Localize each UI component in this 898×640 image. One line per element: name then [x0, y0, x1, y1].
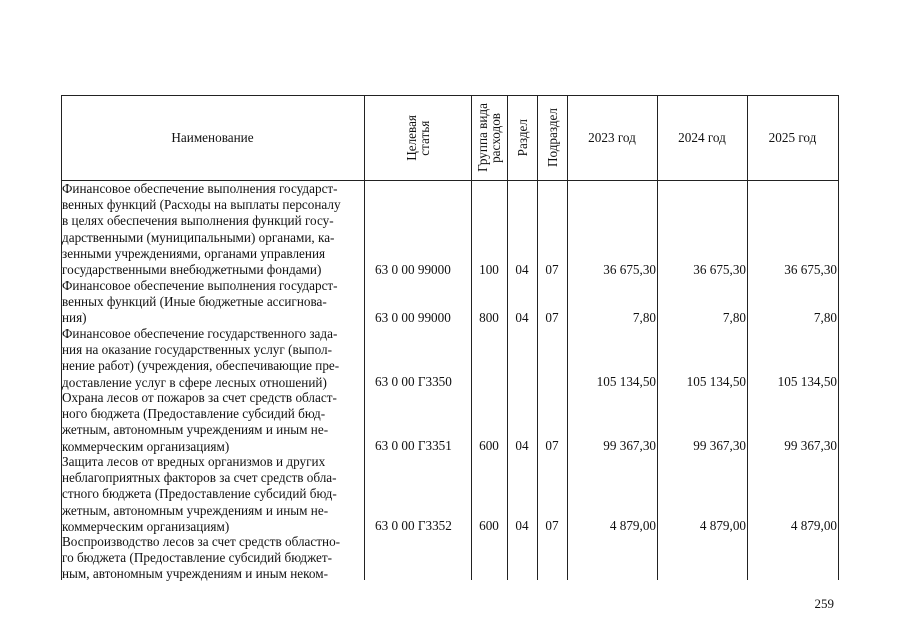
row-1-2024: 7,80 [722, 310, 746, 325]
row-1-section: 04 [515, 310, 529, 325]
row-4-2023: 4 879,00 [609, 518, 656, 533]
header-2023: 2023 год [588, 129, 636, 145]
row-1-group: 800 [479, 310, 499, 325]
row-4-subsection: 07 [545, 518, 559, 533]
row-4-2024: 4 879,00 [699, 518, 746, 533]
row-3-name: Охрана лесов от пожаров за счет средств област- ного бюджета (Предоставление субсидий бюд- жетным, автономным учреждениям и иным не- коммерческим организациям) [62, 390, 337, 454]
row-0-code: 63 0 00 99000 [375, 262, 451, 277]
header-subsection [537, 95, 567, 180]
row-2-2023: 105 134,50 [596, 374, 656, 389]
row-4-code: 63 0 00 Г3352 [375, 518, 452, 533]
row-0-2023: 36 675,30 [603, 262, 656, 277]
header-2024: 2024 год [678, 129, 726, 145]
row-1-code: 63 0 00 99000 [375, 310, 451, 325]
header-group-text: Группа вида расходов [475, 103, 503, 172]
header-name [61, 95, 364, 180]
header-section [507, 95, 537, 180]
row-4-section: 04 [515, 518, 529, 533]
row-1-2023: 7,80 [632, 310, 656, 325]
row-0-2025: 36 675,30 [784, 262, 837, 277]
row-0-name: Финансовое обеспечение выполнения государст- венных функций (Расходы на выплаты персоналу в целях обеспечения выполнения функций госу- дарственными (муниципальными) органами, ка- зенными учреждениями, органами управления государственными внебюджетными фондами) [62, 181, 341, 278]
col-line-8 [838, 95, 839, 580]
row-0-section: 04 [515, 262, 529, 277]
row-1-2025: 7,80 [813, 310, 837, 325]
row-1-name: Финансовое обеспечение выполнения государст- венных функций (Иные бюджетные ассигнова- ния) [62, 278, 338, 326]
row-4-name: Защита лесов от вредных организмов и других неблагоприятных факторов за счет средств обла- стного бюджета (Предоставление субсидий бюд- жетным, автономным учреждениям и иным не- коммерческим организациям) [62, 454, 337, 534]
row-2-name: Финансовое обеспечение государственного зада- ния на оказание государственных услуг (выпол- нение работ) (учреждения, обеспечивающие пре- доставление услуг в сфере лесных отношений) [62, 326, 340, 390]
row-4-2025: 4 879,00 [790, 518, 837, 533]
row-2-2025: 105 134,50 [777, 374, 837, 389]
header-target-text: Целевая статья [403, 114, 432, 161]
row-0-2024: 36 675,30 [693, 262, 746, 277]
header-name-text: Наименование [171, 129, 254, 145]
row-2-2024: 105 134,50 [686, 374, 746, 389]
header-2025: 2025 год [768, 129, 817, 145]
header-target [364, 95, 471, 180]
row-1-subsection: 07 [545, 310, 559, 325]
row-3-2025: 99 367,30 [784, 438, 837, 453]
row-4-group: 600 [479, 518, 499, 533]
row-0-group: 100 [479, 262, 499, 277]
header-section-text: Раздел [514, 118, 530, 157]
row-3-code: 63 0 00 Г3351 [375, 438, 452, 453]
row-3-2024: 99 367,30 [693, 438, 746, 453]
page-number: 259 [814, 596, 834, 611]
row-3-group: 600 [479, 438, 499, 453]
row-3-subsection: 07 [545, 438, 559, 453]
row-5-name: Воспроизводство лесов за счет средств областно- го бюджета (Предоставление субсидий бюджет- ным, автономным учреждениям и иным неком- [62, 534, 341, 582]
row-3-2023: 99 367,30 [603, 438, 656, 453]
row-2-code: 63 0 00 Г3350 [375, 374, 452, 389]
row-0-subsection: 07 [545, 262, 559, 277]
header-group [471, 95, 507, 180]
row-3-section: 04 [515, 438, 529, 453]
header-subsection-text: Подраздел [544, 107, 560, 167]
